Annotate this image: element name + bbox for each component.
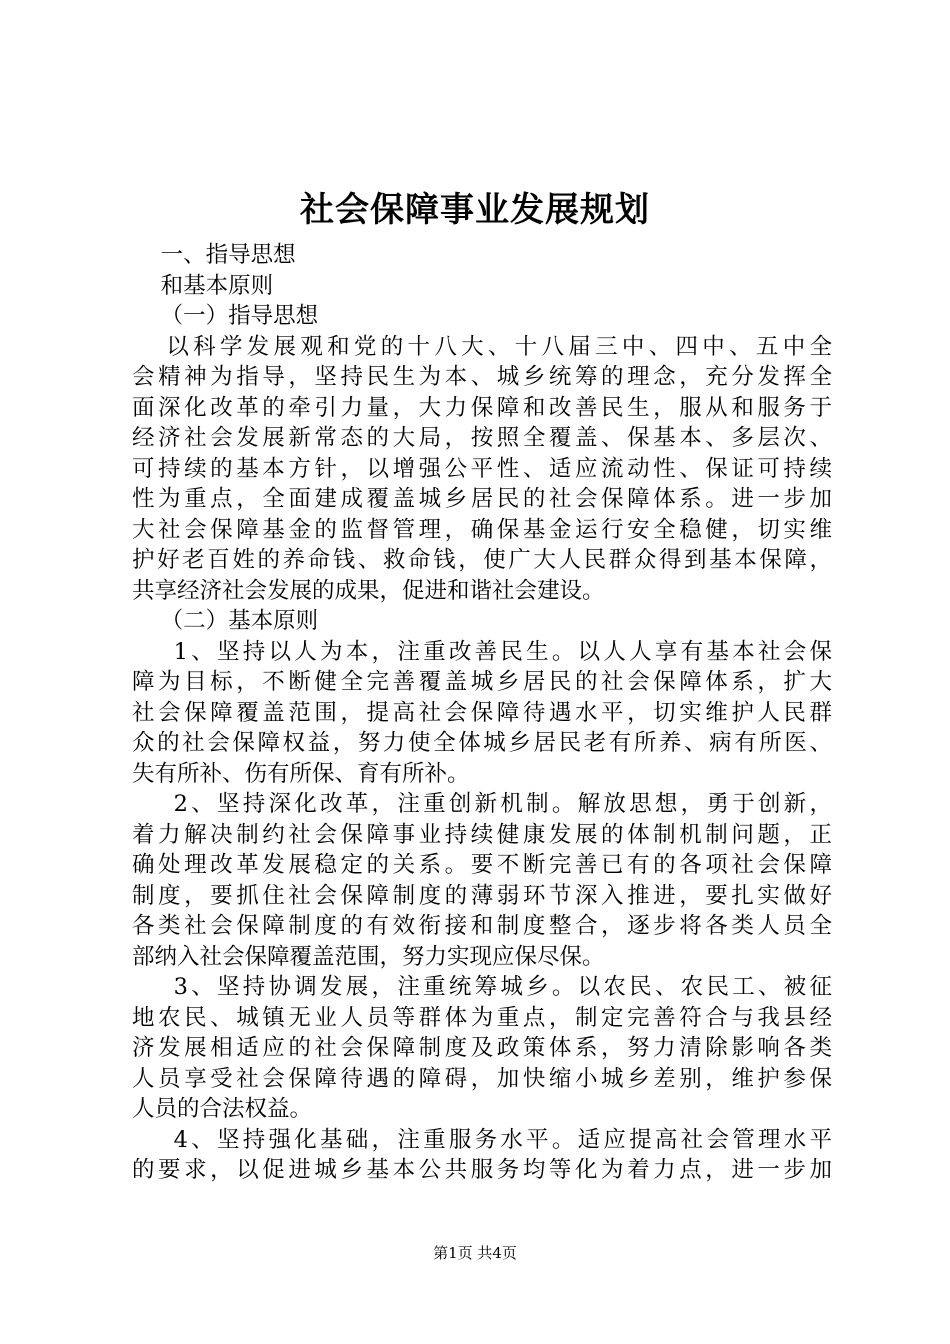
document-title: 社会保障事业发展规划 [300, 190, 650, 230]
text-line: 的要求，以促进城乡基本公共服务均等化为着力点，进一步加 [132, 1157, 832, 1183]
document-body [132, 240, 832, 1186]
text-line: 济发展相适应的社会保障制度及政策体系，努力清除影响各类 [132, 1035, 832, 1061]
text-line: 经济社会发展新常态的大局，按照全覆盖、保基本、多层次、 [132, 425, 832, 451]
text-line: 共享经济社会发展的成果，促进和谐社会建设。 [132, 577, 605, 604]
text-line: 失有所补、伤有所保、育有所补。 [132, 760, 470, 787]
text-line: 确处理改革发展稳定的关系。要不断完善已有的各项社会保障 [132, 852, 832, 878]
text-line: 性为重点，全面建成覆盖城乡居民的社会保障体系。进一步加 [132, 486, 832, 512]
text-line: 4、坚持强化基础，注重服务水平。适应提高社会管理水平 [132, 1126, 832, 1153]
text-line: 各类社会保障制度的有效衔接和制度整合，逐步将各类人员全 [132, 913, 832, 939]
text-line: 众的社会保障权益，努力使全体城乡居民老有所养、病有所医、 [132, 730, 832, 756]
text-line: 护好老百姓的养命钱、救命钱，使广大人民群众得到基本保障， [132, 547, 832, 573]
text-line: 人员的合法权益。 [132, 1096, 313, 1122]
section-heading: （一）指导思想 [132, 303, 319, 329]
section-heading: 一、指导思想 [132, 242, 296, 268]
text-line: 大社会保障基金的监督管理，确保基金运行安全稳健，切实维 [132, 516, 832, 543]
text-line: 地农民、城镇无业人员等群体为重点，制定完善符合与我县经 [132, 1004, 832, 1031]
section-heading: （二）基本原则 [132, 608, 319, 634]
text-line: 障为目标，不断健全完善覆盖城乡居民的社会保障体系，扩大 [132, 669, 832, 695]
text-line: 1、坚持以人为本，注重改善民生。以人人享有基本社会保 [132, 638, 832, 665]
text-line: 3、坚持协调发展，注重统筹城乡。以农民、农民工、被征 [132, 974, 832, 1000]
text-line: 可持续的基本方针，以增强公平性、适应流动性、保证可持续 [132, 455, 832, 482]
text-line: 面深化改革的牵引力量，大力保障和改善民生，服从和服务于 [132, 394, 832, 421]
text-line: 社会保障覆盖范围，提高社会保障待遇水平，切实维护人民群 [132, 699, 832, 726]
text-line: 制度，要抓住社会保障制度的薄弱环节深入推进，要扎实做好 [132, 882, 832, 909]
text-line: 人员享受社会保障待遇的障碍，加快缩小城乡差别，维护参保 [132, 1065, 832, 1092]
section-heading: 和基本原则 [132, 272, 274, 299]
text-line: 2、坚持深化改革，注重创新机制。解放思想，勇于创新， [132, 791, 832, 817]
text-line: 以科学发展观和党的十八大、十八届三中、四中、五中全 [132, 333, 832, 360]
text-line: 部纳入社会保障覆盖范围，努力实现应保尽保。 [132, 943, 605, 970]
text-line: 会精神为指导，坚持民生为本、城乡统筹的理念，充分发挥全 [132, 364, 832, 390]
page-footer: 第1页 共4页 [433, 1244, 517, 1262]
text-line: 着力解决制约社会保障事业持续健康发展的体制机制问题，正 [132, 821, 832, 848]
